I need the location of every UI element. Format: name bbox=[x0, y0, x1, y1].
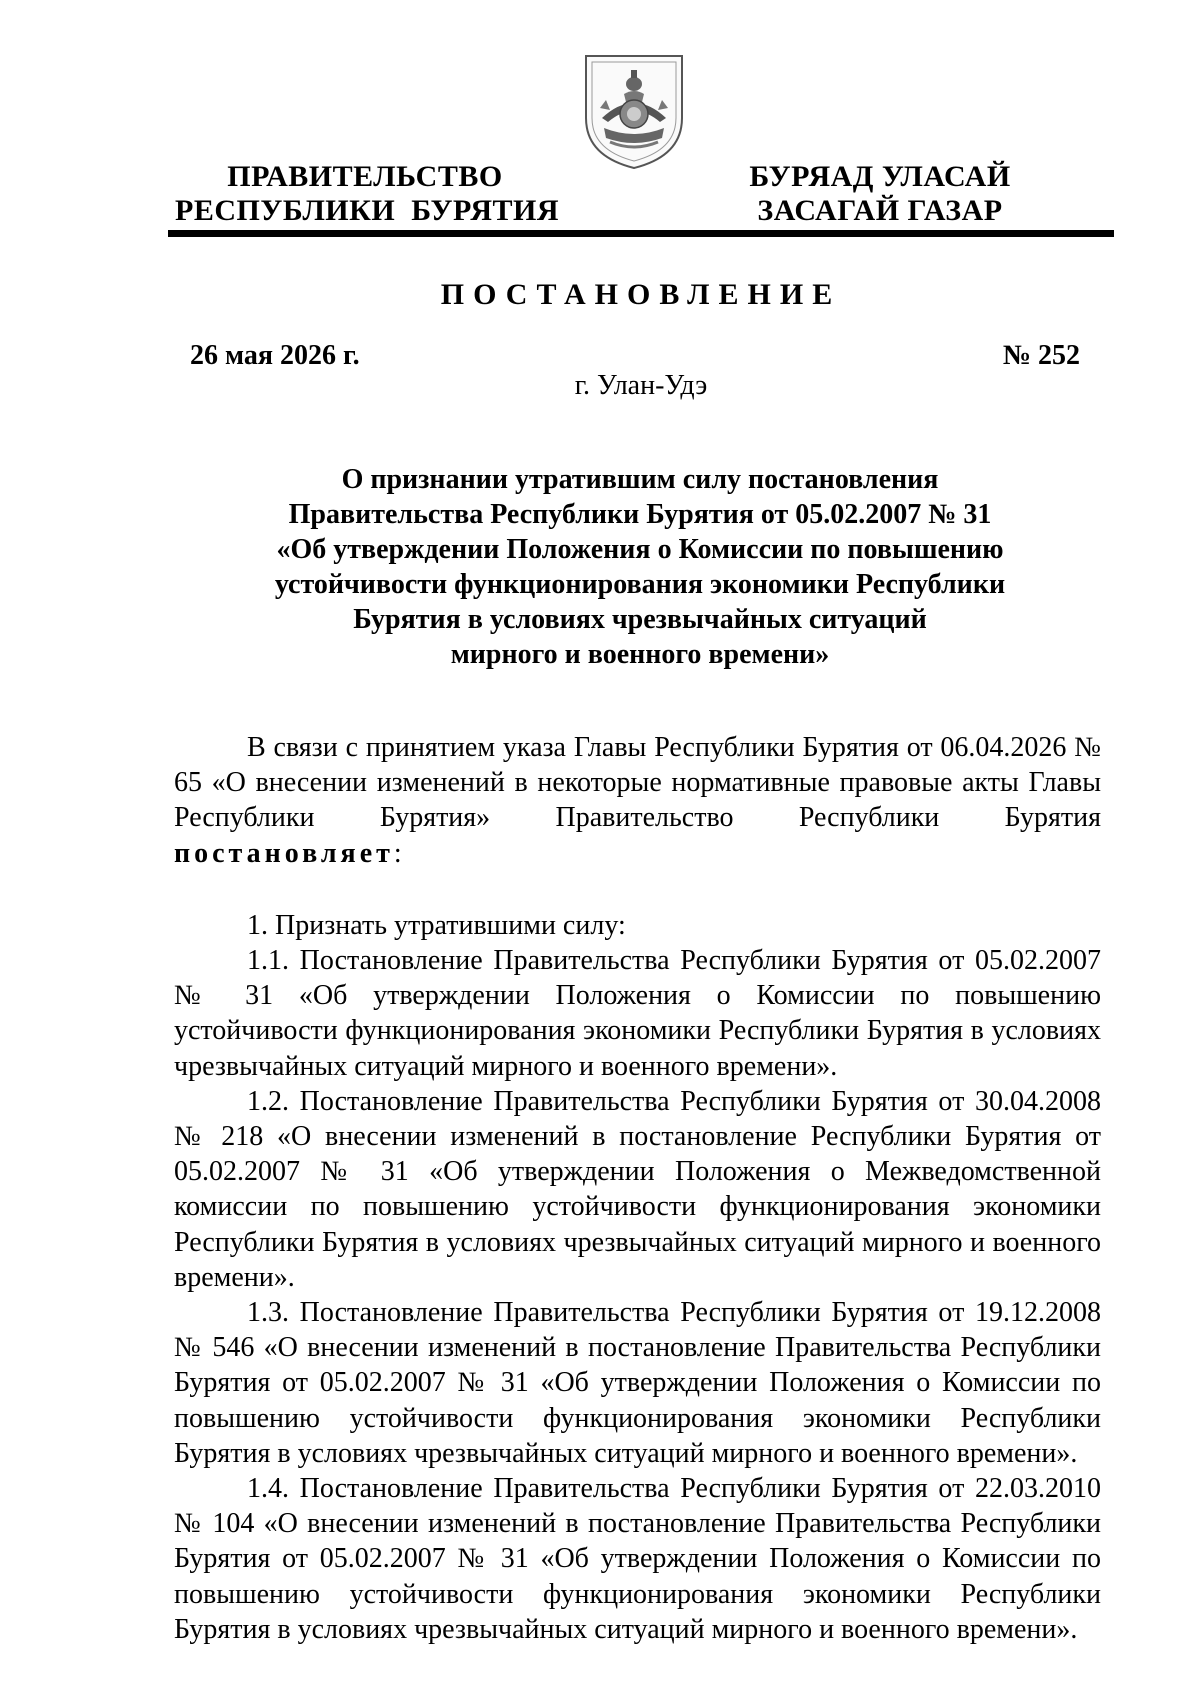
clause-paragraph: 1. Признать утратившими силу: bbox=[247, 909, 626, 941]
document-date: 26 мая 2026 г. bbox=[190, 340, 360, 371]
document-number: № 252 bbox=[1002, 340, 1080, 371]
title-line: О признании утратившим силу постановления bbox=[341, 464, 939, 495]
title-line: «Об утверждении Положения о Комиссии по повышению bbox=[276, 534, 1004, 565]
clause-paragraph: 1.3. Постановление Правительства Республики Бурятия от 19.12.2008 № 546 «О внесении изменений в постановление Правительства Республики Бурятия от 05.02.2007 № 31 «Об утверждении Положения о Комиссии по повышению устойчивости функционирования экономики Республики Бурятия в условиях чрезвычайных ситуаций мирного и военного времени». bbox=[174, 1297, 1101, 1469]
preamble-paragraph bbox=[174, 730, 1101, 871]
document-title bbox=[220, 462, 1060, 672]
document-body bbox=[174, 730, 1101, 1647]
preamble-colon: : bbox=[393, 837, 402, 869]
header-right-line-1: БУРЯАД УЛАСАЙ bbox=[749, 160, 1011, 193]
coat-of-arms-icon bbox=[580, 48, 688, 172]
clause-paragraph: 1.1. Постановление Правительства Республики Бурятия от 05.02.2007 № 31 «Об утверждении Положения о Комиссии по повышению устойчивости функционирования экономики Республики Бурятия в условиях чрезвычайных ситуаций мирного и военного времени». bbox=[174, 945, 1101, 1082]
title-line: Правительства Республики Бурятия от 05.02.2007 № 31 bbox=[288, 499, 992, 530]
header-left-line-1: ПРАВИТЕЛЬСТВО bbox=[227, 160, 503, 193]
header-right bbox=[720, 160, 1040, 228]
header-right-line-2: ЗАСАГАЙ ГАЗАР bbox=[757, 194, 1003, 227]
header-left bbox=[175, 160, 560, 228]
title-line: устойчивости функционирования экономики Республики bbox=[274, 569, 1006, 600]
resolves-word: постановляет bbox=[174, 837, 394, 869]
title-line: мирного и военного времени» bbox=[450, 639, 830, 670]
header-left-line-2: РЕСПУБЛИКИ БУРЯТИЯ bbox=[175, 194, 560, 227]
clause-paragraph: 1.4. Постановление Правительства Республики Бурятия от 22.03.2010 № 104 «О внесении изменений в постановление Правительства Республики Бурятия от 05.02.2007 № 31 «Об утверждении Положения о Комиссии по повышению устойчивости функционирования экономики Республики Бурятия в условиях чрезвычайных ситуаций мирного и военного времени». bbox=[174, 1473, 1101, 1645]
clause-paragraph: 1.2. Постановление Правительства Республики Бурятия от 30.04.2008 № 218 «О внесении изменений в постановление Республики Бурятия от 05.02.2007 № 31 «Об утверждении Положения о Межведомственной комиссии по повышению устойчивости функционирования экономики Республики Бурятия в условиях чрезвычайных ситуаций мирного и военного времени». bbox=[174, 1085, 1101, 1293]
document-city: г. Улан-Удэ bbox=[574, 370, 708, 401]
title-line: Бурятия в условиях чрезвычайных ситуаций bbox=[353, 604, 927, 635]
preamble-text: В связи с принятием указа Главы Республики Бурятия от 06.04.2026 № 65 «О внесении изменений в некоторые нормативные правовые акты Главы Республики Бурятия» Правительство Республики Бурятия bbox=[174, 732, 1101, 834]
header-divider bbox=[168, 230, 1114, 237]
document-type: ПОСТАНОВЛЕНИЕ bbox=[440, 278, 842, 311]
